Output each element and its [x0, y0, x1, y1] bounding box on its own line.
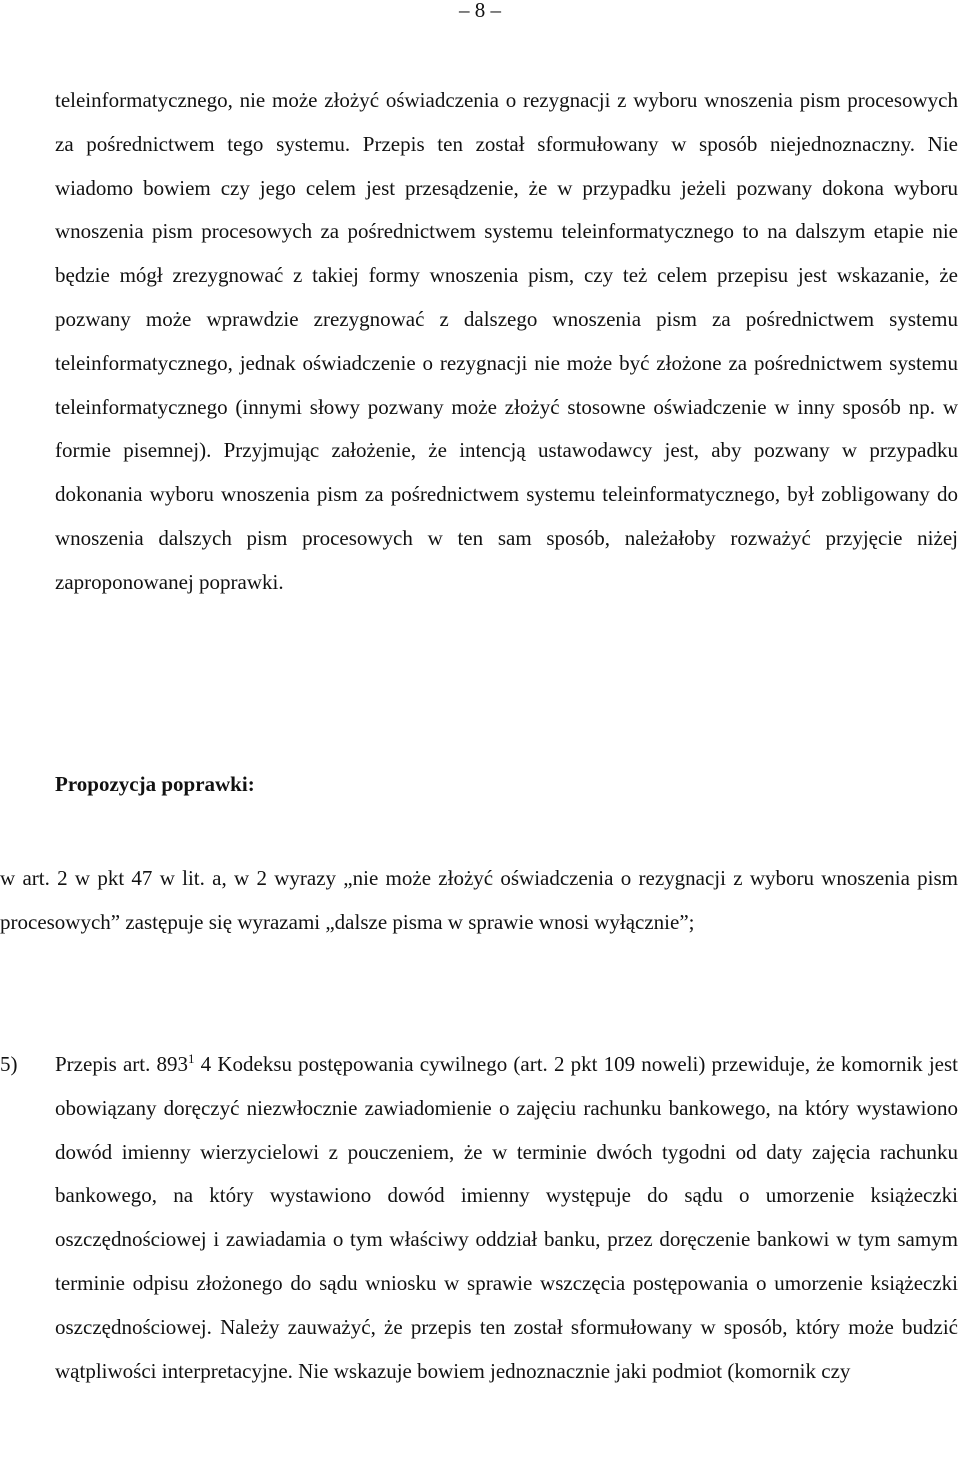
- superscript-number: 1: [188, 1051, 195, 1066]
- proposal-heading: Propozycja poprawki:: [55, 772, 255, 796]
- list-item-text-rest: 4 Kodeksu postępowania cywilnego (art. 2 pkt 109 noweli) przewiduje, że komornik jest obowiązany doręczyć niezwłocznie zawiadomienie o zajęciu rachunku bankowego, na który wystawiono dowód imienny wierzycielowi z pouczeniem, że w terminie dwóch tygodni od daty zajęcia rachunku bankowego, na który wystawiono dowód imienny występuje do sądu o umorzenie książeczki oszczędnościowej i zawiadamia o tym właściwy oddział banku, przez doręczenie bankowi w tym samym terminie odpisu złożonego do sądu wniosku w sprawie wszczęcia postępowania o umorzenie książeczki oszczędnościowej. Należy zauważyć, że przepis ten został sformułowany w sposób, który może budzić wątpliwości interpretacyjne. Nie wskazuje bowiem jednoznacznie jaki podmiot (komornik czy: [55, 1052, 958, 1383]
- list-item-5: [0, 1043, 958, 1393]
- page-number: – 8 –: [459, 0, 501, 22]
- list-item-number: 5): [0, 1052, 18, 1076]
- body-paragraph-1: teleinformatycznego, nie może złożyć oświadczenia o rezygnacji z wyboru wnoszenia pism procesowych za pośrednictwem tego systemu. Przepis ten został sformułowany w sposób niejednoznaczny. Nie wiadomo bowiem czy jego celem jest przesądzenie, że w przypadku jeżeli pozwany dokona wyboru wnoszenia pism procesowych za pośrednictwem systemu teleinformatycznego to na dalszym etapie nie będzie mógł zrezygnować z takiej formy wnoszenia pism, czy też celem przepisu jest wskazanie, że pozwany może wprawdzie zrezygnować z dalszego wnoszenia pism za pośrednictwem systemu teleinformatycznego, jednak oświadczenie o rezygnacji nie może być złożone za pośrednictwem systemu teleinformatycznego (innymi słowy pozwany może złożyć stosowne oświadczenie w inny sposób np. w formie pisemnej). Przyjmując założenie, że intencją ustawodawcy jest, aby pozwany w przypadku dokonania wyboru wnoszenia pism za pośrednictwem systemu teleinformatycznego, był zobligowany do wnoszenia dalszych pism procesowych w ten sam sposób, należałoby rozważyć przyjęcie niżej zaproponowanej poprawki.: [55, 88, 958, 594]
- list-item-text-start: Przepis art. 893: [55, 1052, 189, 1076]
- proposal-text: w art. 2 w pkt 47 w lit. a, w 2 wyrazy „nie może złożyć oświadczenia o rezygnacji z wyboru wnoszenia pism procesowych” zastępuje się wyrazami „dalsze pisma w sprawie wnosi wyłącznie”;: [0, 866, 958, 934]
